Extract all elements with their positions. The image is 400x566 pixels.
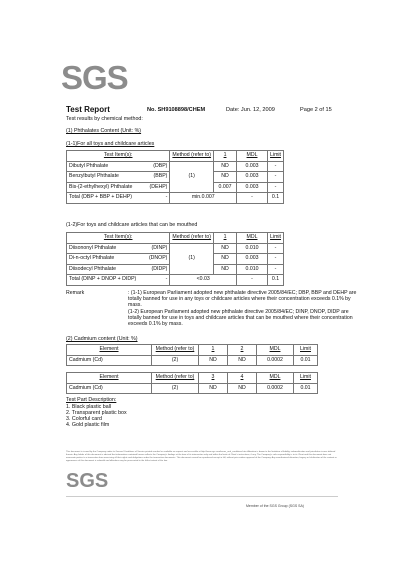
col-header: Method (refer to) xyxy=(152,373,199,384)
limit-cell: 0.01 xyxy=(294,355,318,366)
col-header: Method (refer to) xyxy=(152,345,199,356)
total-name: Total (DBP + BBP + DEHP) xyxy=(67,193,145,204)
part-item: 4. Gold plastic film xyxy=(66,422,110,428)
svg-text:SGS: SGS xyxy=(61,59,128,96)
col-header: 1 xyxy=(214,151,237,162)
total-limit: 0.1 xyxy=(268,193,284,204)
total-result: <0.03 xyxy=(170,275,237,286)
section2-heading: (1-2)For toys and childcare articles that can be mouthed xyxy=(66,222,198,228)
limit-cell: - xyxy=(268,172,284,183)
table-header-row xyxy=(67,151,284,162)
col-header: 1 xyxy=(199,345,228,356)
result-cell: ND xyxy=(214,172,237,183)
total-mdl: - xyxy=(237,275,268,286)
result-cell: 0.007 xyxy=(214,182,237,193)
report-date: Date: Jun. 12, 2009 xyxy=(226,107,275,113)
phthalates-table-2 xyxy=(66,232,284,286)
table-header-row xyxy=(67,373,318,384)
limit-cell: - xyxy=(268,264,284,275)
limit-cell: - xyxy=(268,182,284,193)
total-result: min.0.007 xyxy=(170,193,237,204)
remark-label: Remark xyxy=(66,290,85,296)
total-abbr: - xyxy=(145,275,170,286)
footer-divider xyxy=(66,492,338,497)
table-row xyxy=(67,383,318,394)
page-number: Page 2 of 15 xyxy=(300,107,332,113)
col-header: MDL xyxy=(257,373,294,384)
mdl-cell: 0.010 xyxy=(237,264,268,275)
item-name: Dibutyl Phthalate xyxy=(67,161,145,172)
part-item: 1. Black plastic ball xyxy=(66,404,112,410)
item-abbr: (BBP) xyxy=(144,172,170,183)
item-name: Diisononyl Phthalate xyxy=(67,243,145,254)
mdl-cell: 0.0002 xyxy=(257,355,294,366)
col-header: Method (refer to) xyxy=(170,151,214,162)
item-abbr: (DNOP) xyxy=(145,254,170,265)
col-header: 1 xyxy=(214,233,237,244)
footer-sgs-logo xyxy=(66,470,109,492)
cadmium-table-1 xyxy=(66,344,318,366)
item-abbr: (DIDP) xyxy=(145,264,170,275)
section1-subheading: (1-1)For all toys and childcare articles xyxy=(66,141,155,147)
total-limit: 0.1 xyxy=(268,275,284,286)
remark-item-2: (1-2) European Parliament adopted new phthalate directive 2005/84/EC; DINP, DNOP, DIDP are totally banned for use in toys and childcare articles that can be mouthed where their concentration exceeds 0.1% by mass. xyxy=(128,309,353,327)
element-cell: Cadmium (Cd) xyxy=(67,383,152,394)
col-header: 4 xyxy=(228,373,257,384)
result-cell: ND xyxy=(214,161,237,172)
section1-heading: (1) Phthalates Content (Unit: %) xyxy=(66,128,142,134)
item-name: Benzylbutyl Phthalate xyxy=(67,172,145,183)
part-item: 2. Transparent plastic box xyxy=(66,410,127,416)
col-header: 3 xyxy=(199,373,228,384)
table-total-row xyxy=(67,275,284,286)
result-cell: ND xyxy=(214,254,237,265)
table-header-row xyxy=(67,233,284,244)
col-header: Element xyxy=(67,345,152,356)
col-header: Test Item(s): xyxy=(67,233,170,244)
intro-text: Test results by chemical method: xyxy=(66,116,143,122)
part-item: 3. Colorful card xyxy=(66,416,102,422)
method-cell: (2) xyxy=(152,383,199,394)
total-name: Total (DINP + DNOP + DIDP) xyxy=(67,275,145,286)
result-cell: ND xyxy=(199,355,228,366)
result-cell: ND xyxy=(228,355,257,366)
col-header: Limit xyxy=(294,345,318,356)
col-header: MDL xyxy=(237,233,268,244)
col-header: MDL xyxy=(237,151,268,162)
result-cell: ND xyxy=(199,383,228,394)
item-name: Bis-(2-ethylhexyl) Phthalate xyxy=(67,182,145,193)
mdl-cell: 0.003 xyxy=(237,182,268,193)
col-header: MDL xyxy=(257,345,294,356)
item-abbr: (DEHP) xyxy=(144,182,170,193)
member-line: Member of the SGS Group (SGS SA) xyxy=(246,504,304,508)
table-row xyxy=(67,355,318,366)
item-name: Di-n-octyl Phthalate xyxy=(67,254,145,265)
limit-cell: 0.01 xyxy=(294,383,318,394)
section3-heading: (2) Cadmium content (Unit: %) xyxy=(66,336,138,342)
col-header: Limit xyxy=(268,233,284,244)
mdl-cell: 0.010 xyxy=(237,243,268,254)
report-title: Test Report xyxy=(66,105,110,114)
item-abbr: (DBP) xyxy=(144,161,170,172)
sgs-logo xyxy=(61,59,128,96)
limit-cell: - xyxy=(268,254,284,265)
element-cell: Cadmium (Cd) xyxy=(67,355,152,366)
table-row xyxy=(67,161,284,172)
item-name: Diisodecyl Phthalate xyxy=(67,264,145,275)
result-cell: ND xyxy=(228,383,257,394)
total-mdl: - xyxy=(237,193,268,204)
table-total-row xyxy=(67,193,284,204)
table-row xyxy=(67,243,284,254)
phthalates-table-1 xyxy=(66,150,284,204)
parts-heading: Test Part Description: xyxy=(66,397,117,403)
cadmium-table-2 xyxy=(66,372,318,394)
col-header: Element xyxy=(67,373,152,384)
mdl-cell: 0.003 xyxy=(237,254,268,265)
method-cell: (1) xyxy=(170,243,214,275)
footer-disclaimer: This document is issued by the Company under its General Conditions of Service printed overleaf or available on request and accessible at http://www.sgs.com/terms_and_conditions.htm. Attention is drawn to the limitation of liability, indemnification and jurisdiction issues defined therein. Any holder of this document is advised that information contained hereon reflects the Company's findings at the time of its intervention only and within the limits of Client's instructions, if any. The Company's sole responsibility is to its Client and this document does not exonerate parties to a transaction from exercising all their rights and obligations under the transaction documents. This document cannot be reproduced except in full, without prior written approval of the Company. Any unauthorized alteration, forgery or falsification of the content or appearance of this document is unlawful and offenders may be prosecuted to the fullest extent of the law. xyxy=(66,451,337,462)
limit-cell: - xyxy=(268,243,284,254)
result-cell: ND xyxy=(214,243,237,254)
total-abbr: - xyxy=(144,193,170,204)
mdl-cell: 0.003 xyxy=(237,161,268,172)
result-cell: ND xyxy=(214,264,237,275)
method-cell: (1) xyxy=(170,161,214,193)
col-header: Method (refer to) xyxy=(170,233,214,244)
table-header-row xyxy=(67,345,318,356)
remark-item-1: : (1-1) European Parliament adopted new phthalate directive 2005/84/EC; DBP, BBP and DEHP are totally banned for use in any toys or childcare articles where their concentration exceeds 0.1% by mass. xyxy=(128,290,357,308)
method-cell: (2) xyxy=(152,355,199,366)
limit-cell: - xyxy=(268,161,284,172)
col-header: Limit xyxy=(268,151,284,162)
svg-text:SGS: SGS xyxy=(66,470,109,492)
col-header: Test Item(s): xyxy=(67,151,170,162)
remark-block xyxy=(66,290,357,327)
col-header: 2 xyxy=(228,345,257,356)
report-number: No. SH9108898/CHEM xyxy=(147,107,206,113)
mdl-cell: 0.0002 xyxy=(257,383,294,394)
mdl-cell: 0.003 xyxy=(237,172,268,183)
col-header: Limit xyxy=(294,373,318,384)
item-abbr: (DINP) xyxy=(145,243,170,254)
